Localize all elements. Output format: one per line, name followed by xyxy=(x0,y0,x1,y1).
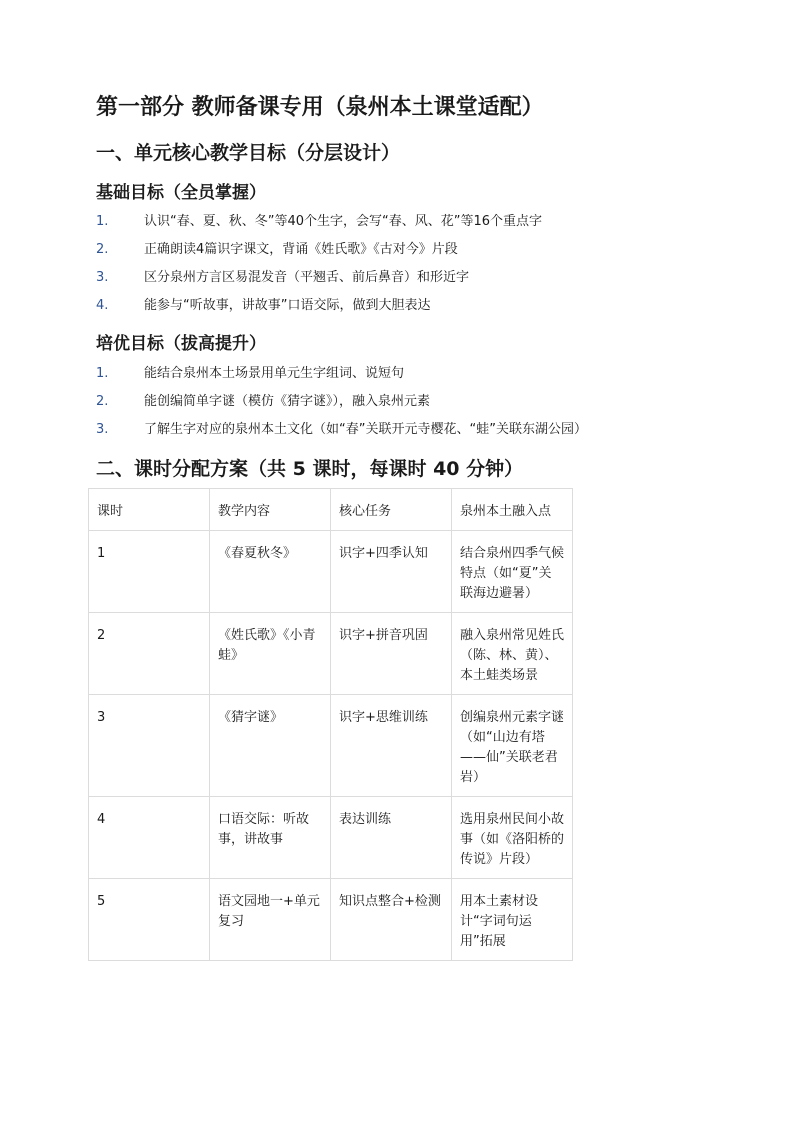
table-cell: 1 xyxy=(89,531,210,613)
table-header-row xyxy=(89,489,573,531)
table-cell: 4 xyxy=(89,797,210,879)
advanced-goals-title: 培优目标（拔高提升） xyxy=(96,334,266,354)
table-cell: 《猜字谜》 xyxy=(210,695,331,797)
list-text: 区分泉州方言区易混发音（平翘舌、前后鼻音）和形近字 xyxy=(144,270,470,285)
table-cell: 选用泉州民间小故事（如《洛阳桥的传说》片段） xyxy=(452,797,573,879)
section2-title: 二、课时分配方案（共 5 课时，每课时 40 分钟） xyxy=(96,458,524,480)
header-cell: 核心任务 xyxy=(331,489,452,531)
table-cell: 识字+四季认知 xyxy=(331,531,452,613)
table-cell: 语文园地一+单元复习 xyxy=(210,879,331,961)
list-number: 1. xyxy=(96,366,109,381)
list-text: 正确朗读4篇识字课文，背诵《姓氏歌》《古对今》片段 xyxy=(144,242,458,257)
list-number: 3. xyxy=(96,422,109,437)
table-cell: 口语交际：听故事，讲故事 xyxy=(210,797,331,879)
table-cell: 结合泉州四季气候特点（如“夏”关联海边避暑） xyxy=(452,531,573,613)
table-cell: 2 xyxy=(89,613,210,695)
table-row xyxy=(89,613,573,695)
section1-title: 一、单元核心教学目标（分层设计） xyxy=(96,142,401,164)
header-cell: 泉州本土融入点 xyxy=(452,489,573,531)
header-cell: 课时 xyxy=(89,489,210,531)
table-cell: 5 xyxy=(89,879,210,961)
table-cell: 知识点整合+检测 xyxy=(331,879,452,961)
table-cell: 识字+思维训练 xyxy=(331,695,452,797)
list-number: 3. xyxy=(96,270,109,285)
basic-goals-title: 基础目标（全员掌握） xyxy=(96,183,266,203)
table-cell: 3 xyxy=(89,695,210,797)
table-row xyxy=(89,531,573,613)
table-cell: 《姓氏歌》《小青蛙》 xyxy=(210,613,331,695)
list-number: 4. xyxy=(96,298,109,313)
list-text: 能结合泉州本土场景用单元生字组词、说短句 xyxy=(144,366,405,381)
table-cell: 用本土素材设计“字词句运用”拓展 xyxy=(452,879,573,961)
list-text: 认识“春、夏、秋、冬”等40个生字，会写“春、风、花”等16个重点字 xyxy=(144,214,543,229)
list-text: 能创编简单字谜（模仿《猜字谜》），融入泉州元素 xyxy=(144,394,431,409)
part-title: 第一部分 教师备课专用（泉州本土课堂适配） xyxy=(96,95,544,120)
table-row xyxy=(89,879,573,961)
table-cell: 《春夏秋冬》 xyxy=(210,531,331,613)
table-cell: 融入泉州常见姓氏（陈、林、黄）、本土蛙类场景 xyxy=(452,613,573,695)
table-cell: 表达训练 xyxy=(331,797,452,879)
table-cell: 创编泉州元素字谜（如“山边有塔——仙”关联老君岩） xyxy=(452,695,573,797)
table-row xyxy=(89,797,573,879)
table-cell: 识字+拼音巩固 xyxy=(331,613,452,695)
list-number: 1. xyxy=(96,214,109,229)
list-number: 2. xyxy=(96,242,109,257)
table-row xyxy=(89,695,573,797)
lesson-plan-table xyxy=(88,488,573,961)
list-text: 能参与“听故事，讲故事”口语交际，做到大胆表达 xyxy=(144,298,431,313)
header-cell: 教学内容 xyxy=(210,489,331,531)
list-text: 了解生字对应的泉州本土文化（如“春”关联开元寺樱花、“蛙”关联东湖公园） xyxy=(144,422,587,437)
list-number: 2. xyxy=(96,394,109,409)
